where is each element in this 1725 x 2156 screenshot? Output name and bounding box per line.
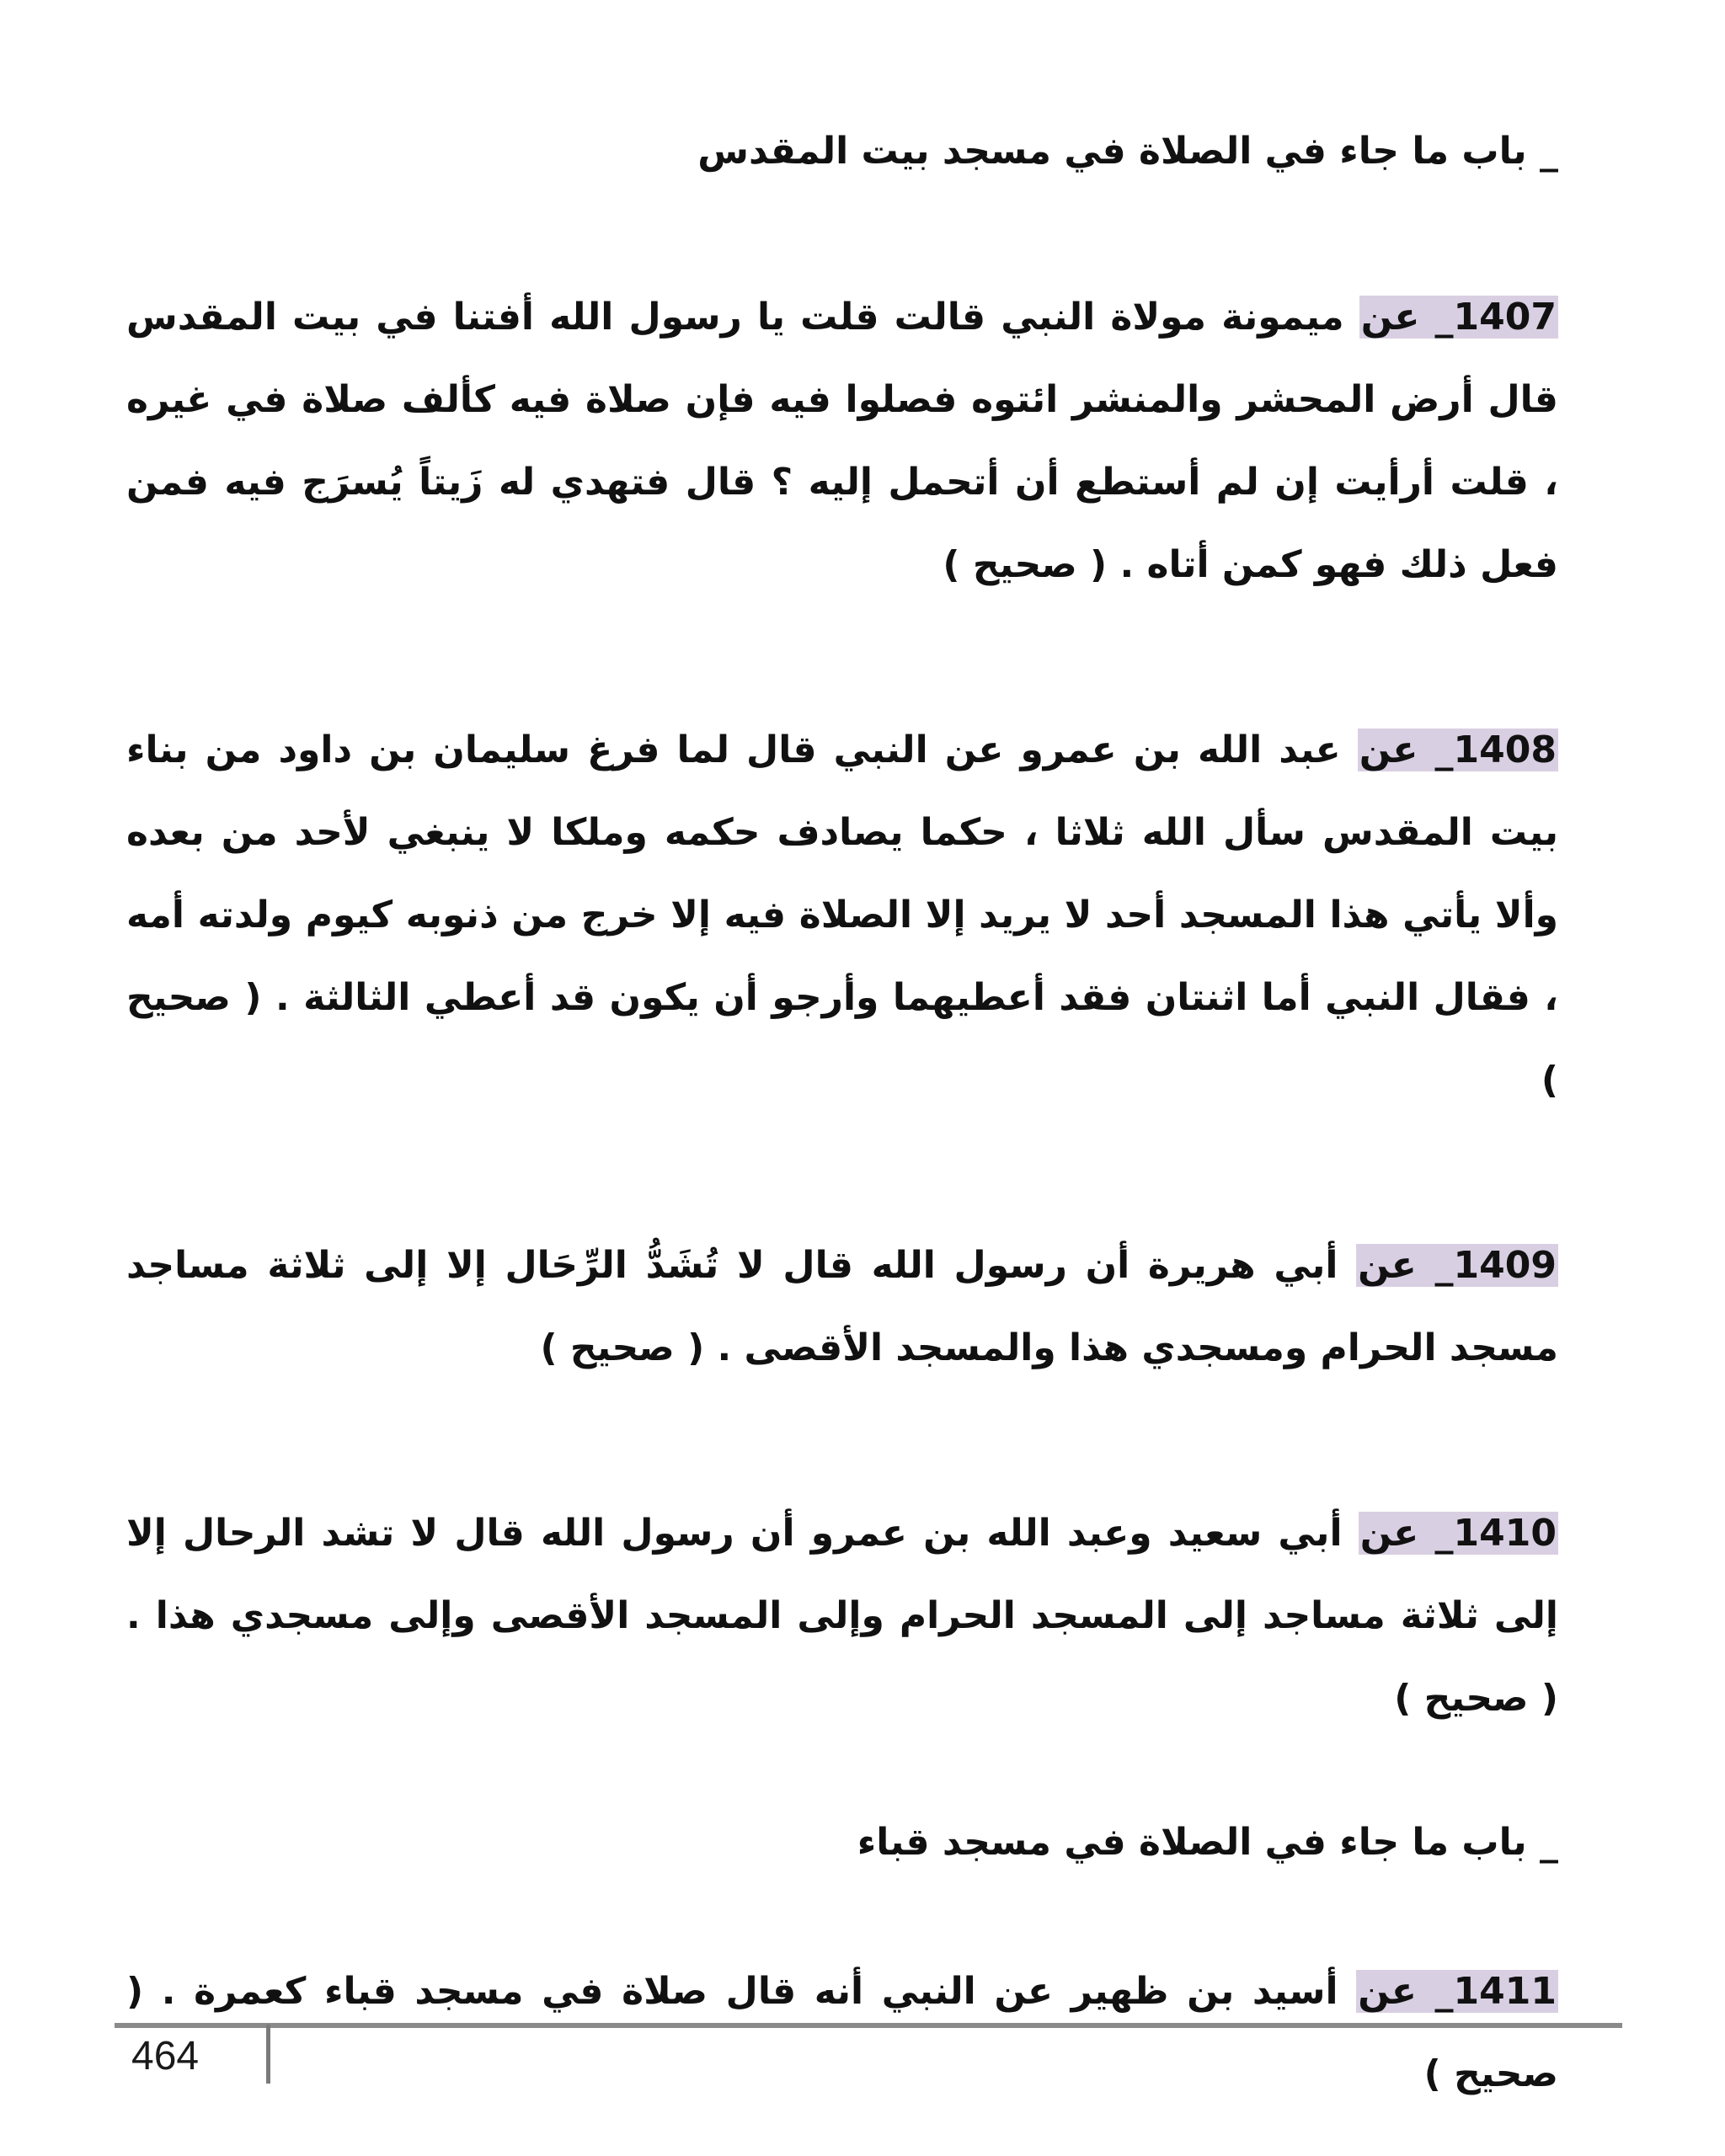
page-number: 464 <box>131 2034 200 2079</box>
footer-rule <box>115 2023 1622 2028</box>
hadith-text: ميمونة مولاة النبي قالت قلت يا رسول الله أفتنا في بيت المقدس قال أرض المحشر والمنشر ائتوه فصلوا فيه فإن صلاة فيه كألف صلاة في غيره ، قلت أرأيت إن لم أستطع أن أتحمل إليه ؟ قال فتهدي له زَيتاً يُسرَج فيه فمن فعل ذلك فهو كمن أتاه . ( صحيح ) <box>126 296 1558 586</box>
page-content <box>126 126 1609 2116</box>
section-heading-bayt-al-maqdis: _ باب ما جاء في الصلاة في مسجد بيت المقدس <box>697 130 1558 173</box>
hadith-number-highlight <box>1356 1970 1558 2013</box>
hadith-number: 1411_ عن <box>1358 1970 1557 2013</box>
hadith-number: 1409_ عن <box>1358 1244 1557 1287</box>
hadith-number-highlight <box>1356 1244 1558 1287</box>
section-heading-quba: _ باب ما جاء في الصلاة في مسجد قباء <box>857 1821 1558 1864</box>
hadith-1409 <box>126 1225 1558 1390</box>
hadith-1408 <box>126 709 1558 1122</box>
hadith-text: عبد الله بن عمرو عن النبي قال لما فرغ سليمان بن داود من بناء بيت المقدس سأل الله ثلاثا ، حكما يصادف حكمه وملكا لا ينبغي لأحد من بعده وألا يأتي هذا المسجد أحد لا يريد إلا الصلاة فيه إلا خرج من ذنوبه كيوم ولدته أمه ، فقال النبي أما اثنتان فقد أعطيهما وأرجو أن يكون قد أعطي الثالثة . ( صحيح ) <box>126 728 1558 1102</box>
hadith-number-highlight <box>1359 296 1558 339</box>
hadith-text: أبي هريرة أن رسول الله قال لا تُشَدُّ الرِّحَال إلا إلى ثلاثة مساجد مسجد الحرام ومسجدي هذا والمسجد الأقصى . ( صحيح ) <box>126 1244 1558 1369</box>
hadith-number: 1407_ عن <box>1360 296 1557 339</box>
hadith-number-highlight <box>1358 728 1558 771</box>
hadith-number: 1410_ عن <box>1359 1512 1557 1555</box>
hadith-1407 <box>126 276 1558 606</box>
hadith-text: أسيد بن ظهير عن النبي أنه قال صلاة في مسجد قباء كعمرة . ( صحيح ) <box>126 1970 1558 2095</box>
hadith-number: 1408_ عن <box>1359 728 1557 771</box>
hadith-text: أبي سعيد وعبد الله بن عمرو أن رسول الله قال لا تشد الرحال إلا إلى ثلاثة مساجد إلى المسجد الحرام وإلى المسجد الأقصى وإلى مسجدي هذا . ( صحيح ) <box>126 1512 1558 1720</box>
footer-tick <box>266 2025 270 2084</box>
hadith-1410 <box>126 1492 1558 1740</box>
hadith-1411 <box>126 1951 1558 2116</box>
hadith-number-highlight <box>1359 1512 1558 1555</box>
